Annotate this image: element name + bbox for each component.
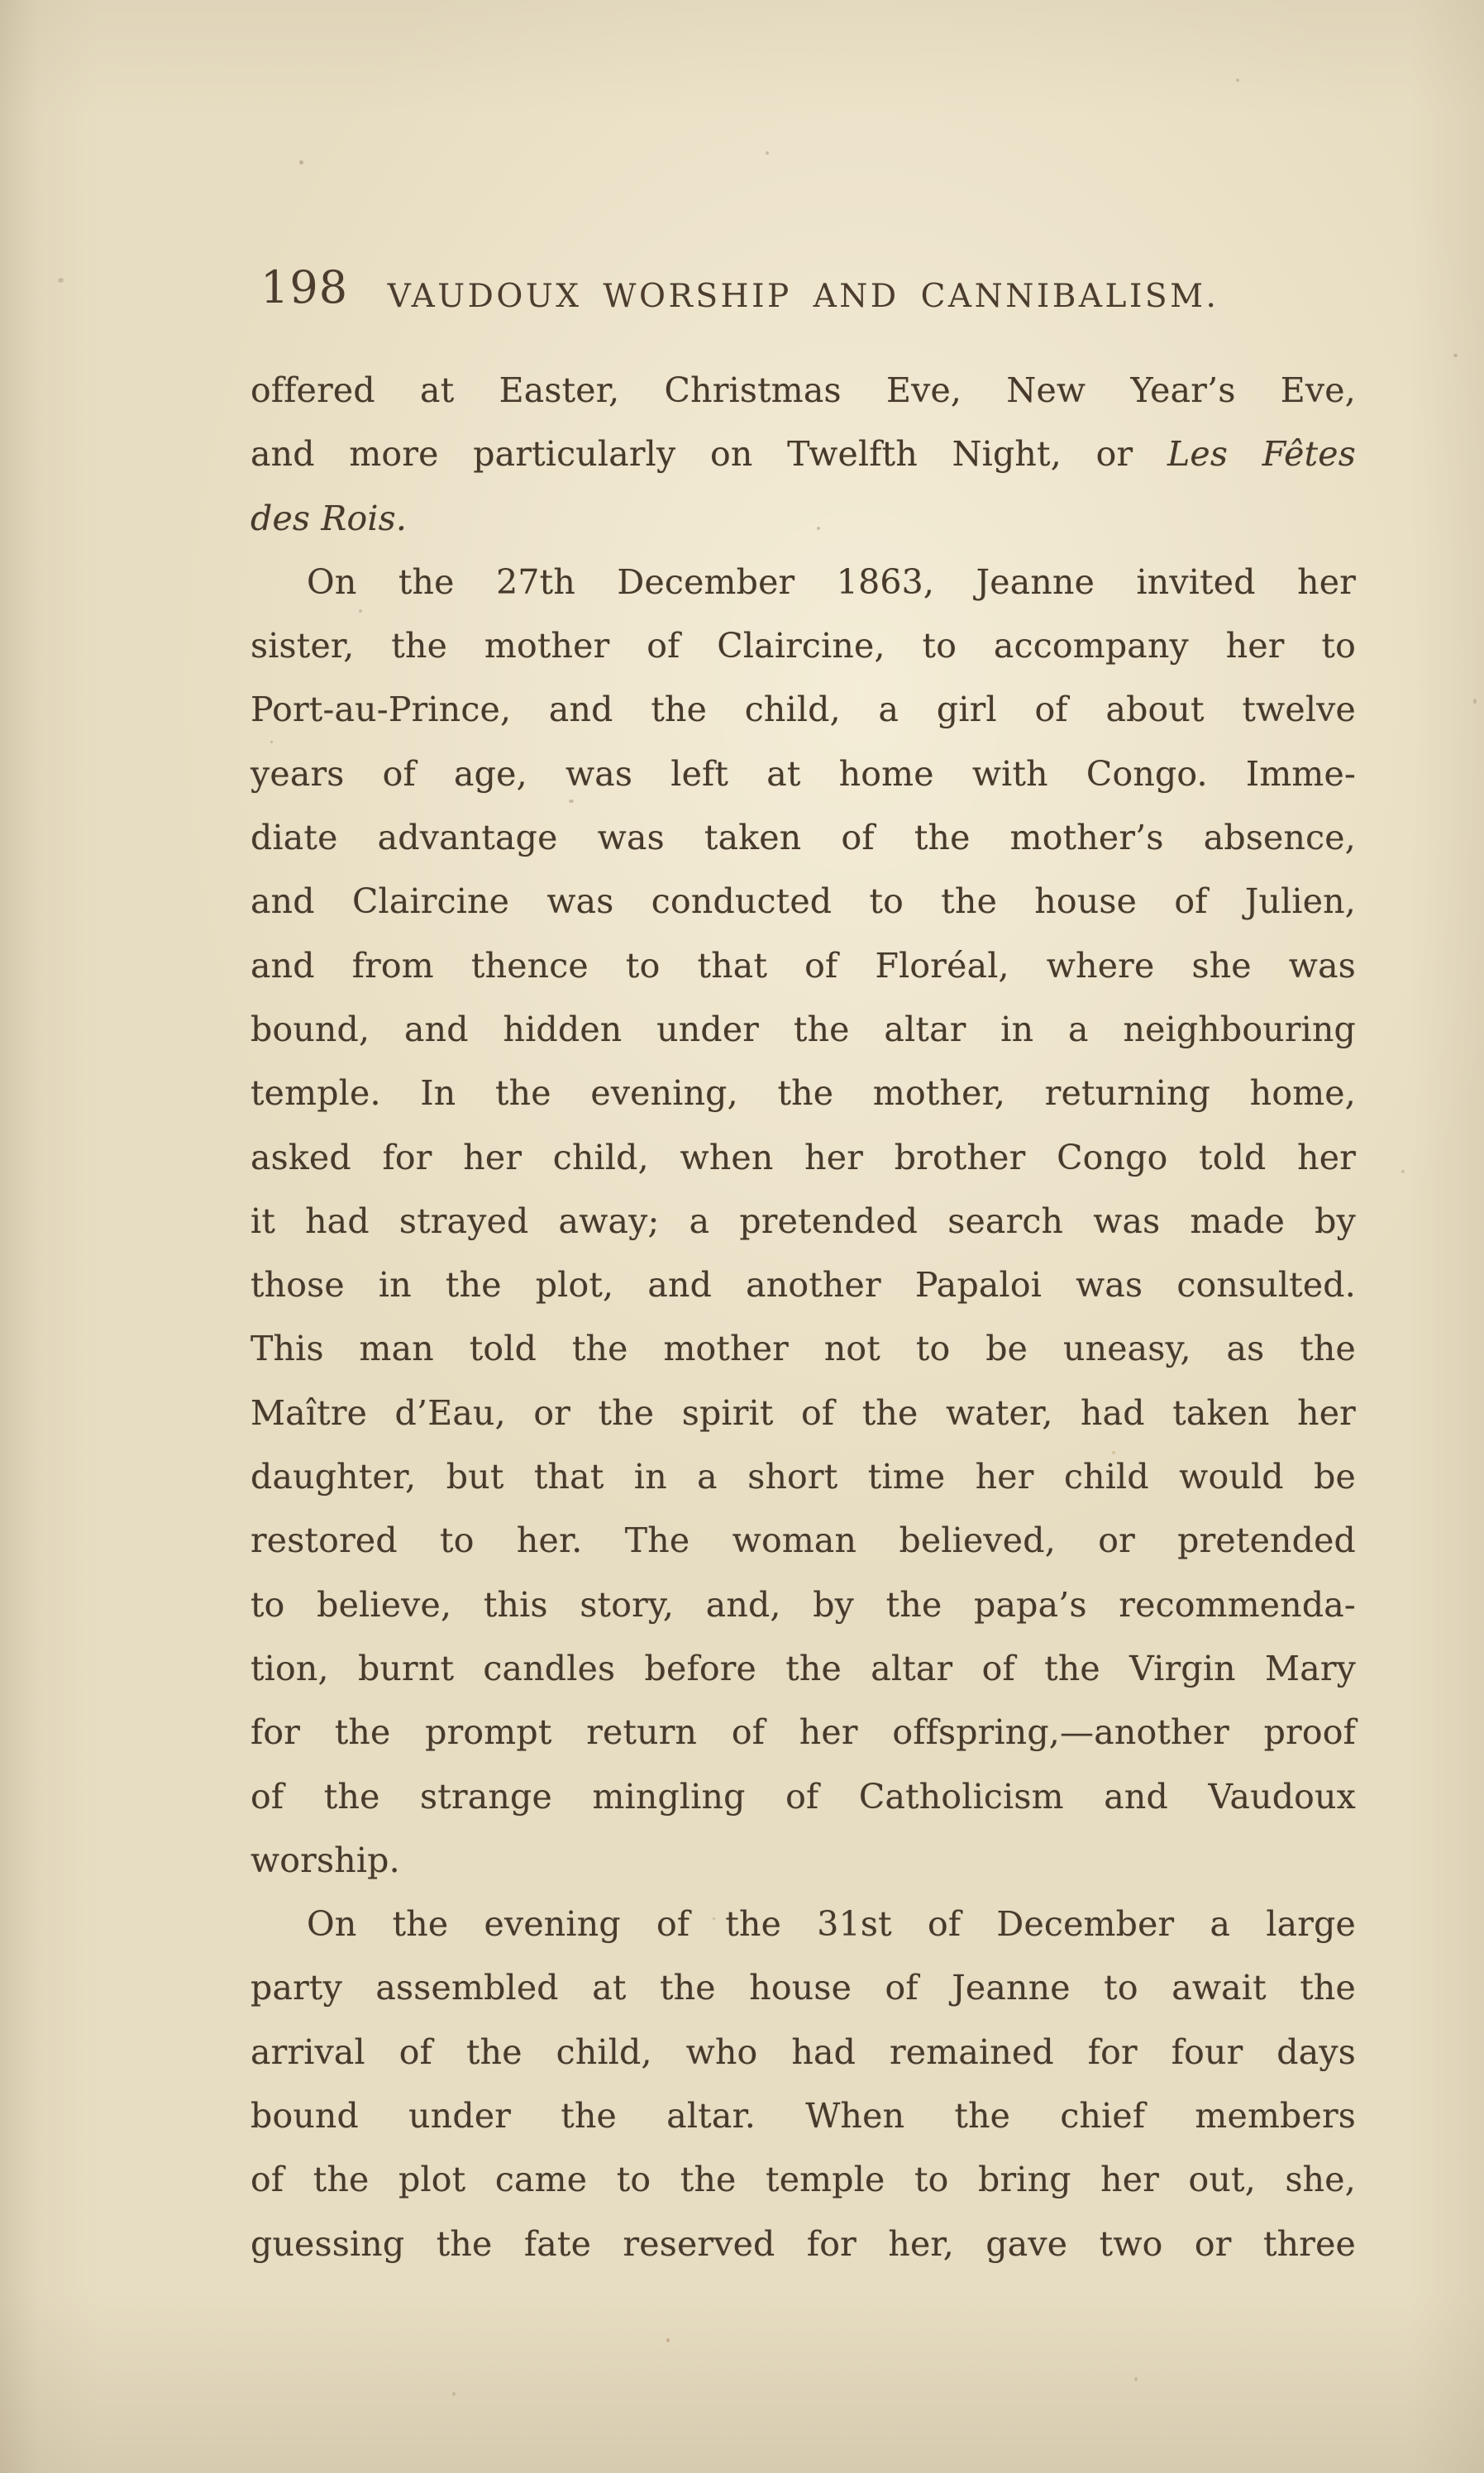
- running-title: VAUDOUX WORSHIP AND CANNIBALISM.: [387, 278, 1219, 315]
- text-segment: Maître d’Eau, or the spirit of the water, had taken her: [251, 1392, 1356, 1433]
- text-segment: arrival of the child, who had remained for four days: [251, 2031, 1356, 2072]
- page-header: [0, 0, 1484, 315]
- text-line: [251, 487, 1356, 551]
- text-segment: bound, and hidden under the altar in a neighbouring: [251, 1009, 1356, 1049]
- text-line: [251, 423, 1356, 486]
- text-line: [251, 1956, 1356, 2020]
- text-segment: for the prompt return of her offspring,—another proof: [251, 1712, 1356, 1753]
- text-segment: sister, the mother of Claircine, to accompany her to: [251, 626, 1356, 666]
- text-line: [251, 1637, 1356, 1701]
- text-segment: asked for her child, when her brother Congo told her: [251, 1137, 1356, 1177]
- text-segment: bound under the altar. When the chief members: [251, 2096, 1356, 2136]
- text-line: [251, 1701, 1356, 1764]
- text-segment: and Claircine was conducted to the house of Julien,: [251, 881, 1356, 922]
- text-line: [251, 359, 1356, 423]
- text-segment: worship.: [251, 1840, 400, 1880]
- page-number: 198: [260, 261, 349, 313]
- text-line: [251, 1509, 1356, 1573]
- text-segment-italic: Les Fêtes: [1167, 434, 1356, 475]
- text-line: [251, 1382, 1356, 1445]
- text-line: [251, 2021, 1356, 2084]
- text-block: [251, 359, 1356, 2276]
- text-line: [251, 1765, 1356, 1829]
- text-segment: party assembled at the house of Jeanne to await the: [251, 1968, 1356, 2008]
- text-segment: On the evening of the 31st of December a large: [307, 1904, 1356, 1945]
- text-line: [251, 934, 1356, 998]
- text-segment: tion, burnt candles before the altar of the Virgin Mary: [251, 1648, 1356, 1688]
- text-line: [251, 1573, 1356, 1637]
- text-segment: temple. In the evening, the mother, returning home,: [251, 1073, 1356, 1114]
- text-line: [251, 742, 1356, 806]
- text-segment: restored to her. The woman believed, or pretended: [251, 1521, 1356, 1561]
- text-line: [251, 1829, 1356, 1893]
- text-line: [251, 1190, 1356, 1253]
- text-segment: to believe, this story, and, by the papa’s recommenda-: [251, 1584, 1356, 1625]
- text-segment: On the 27th December 1863, Jeanne invited her: [307, 561, 1356, 602]
- text-line: [251, 551, 1356, 614]
- text-line: [251, 1445, 1356, 1509]
- text-line: [251, 1317, 1356, 1381]
- text-segment: diate advantage was taken of the mother’s absence,: [251, 818, 1356, 858]
- text-line: [251, 678, 1356, 742]
- text-line: [251, 2148, 1356, 2212]
- text-segment: Port-au-Prince, and the child, a girl of about twelve: [251, 690, 1356, 730]
- text-segment: offered at Easter, Christmas Eve, New Year’s Eve,: [251, 370, 1356, 410]
- text-line: [251, 806, 1356, 870]
- text-segment: it had strayed away; a pretended search was made by: [251, 1201, 1356, 1241]
- text-segment: and from thence to that of Floréal, where she was: [251, 945, 1356, 986]
- text-segment: This man told the mother not to be uneasy, as the: [251, 1329, 1356, 1369]
- text-line: [251, 1893, 1356, 1956]
- text-segment: guessing the fate reserved for her, gave two or three: [251, 2223, 1356, 2264]
- text-segment: of the plot came to the temple to bring her out, she,: [251, 2160, 1356, 2200]
- text-segment: years of age, was left at home with Congo. Imme-: [251, 753, 1356, 794]
- text-line: [251, 1126, 1356, 1190]
- text-line: [251, 2084, 1356, 2148]
- text-segment-italic: des Rois.: [251, 498, 408, 538]
- text-segment: and more particularly on Twelfth Night, or: [251, 434, 1167, 475]
- text-line: [251, 2213, 1356, 2276]
- text-segment: of the strange mingling of Catholicism and Vaudoux: [251, 1776, 1356, 1817]
- text-line: [251, 614, 1356, 678]
- text-line: [251, 998, 1356, 1062]
- text-segment: those in the plot, and another Papaloi was consulted.: [251, 1265, 1356, 1306]
- text-line: [251, 870, 1356, 933]
- text-segment: daughter, but that in a short time her child would be: [251, 1457, 1356, 1497]
- text-line: [251, 1062, 1356, 1125]
- text-line: [251, 1253, 1356, 1317]
